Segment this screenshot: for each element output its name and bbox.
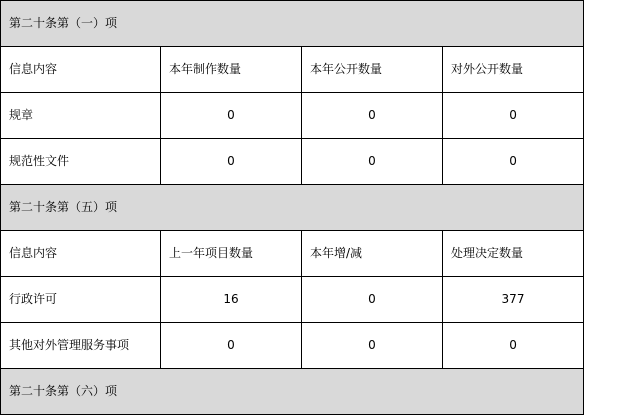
table-row — [1, 323, 584, 369]
column-header-disclosed-count: 本年公开数量 — [302, 47, 443, 93]
row-label: 规章 — [1, 93, 161, 139]
column-header-info-content: 信息内容 — [1, 231, 161, 277]
table-row — [1, 93, 584, 139]
column-header-created-count: 本年制作数量 — [161, 47, 302, 93]
section-title: 第二十条第（一）项 — [1, 1, 584, 47]
table-row — [1, 277, 584, 323]
row-value: 377 — [443, 277, 584, 323]
row-label: 规范性文件 — [1, 139, 161, 185]
column-header-year-change: 本年增/减 — [302, 231, 443, 277]
row-value: 0 — [302, 323, 443, 369]
column-header-decision-count: 处理决定数量 — [443, 231, 584, 277]
row-value: 0 — [302, 277, 443, 323]
row-value: 0 — [443, 139, 584, 185]
column-header-row — [1, 47, 584, 93]
row-value: 0 — [161, 93, 302, 139]
row-value: 0 — [161, 323, 302, 369]
row-label: 其他对外管理服务事项 — [1, 323, 161, 369]
column-header-info-content: 信息内容 — [1, 47, 161, 93]
section-title: 第二十条第（六）项 — [1, 369, 584, 415]
row-value: 0 — [302, 93, 443, 139]
row-label: 行政许可 — [1, 277, 161, 323]
column-header-prev-year-count: 上一年项目数量 — [161, 231, 302, 277]
row-value: 0 — [302, 139, 443, 185]
column-header-external-disclosed-count: 对外公开数量 — [443, 47, 584, 93]
row-value: 16 — [161, 277, 302, 323]
column-header-row — [1, 231, 584, 277]
section-title-row — [1, 1, 584, 47]
row-value: 0 — [161, 139, 302, 185]
section-title-row — [1, 369, 584, 415]
row-value: 0 — [443, 323, 584, 369]
section-title-row — [1, 185, 584, 231]
row-value: 0 — [443, 93, 584, 139]
section-title: 第二十条第（五）项 — [1, 185, 584, 231]
table-row — [1, 139, 584, 185]
